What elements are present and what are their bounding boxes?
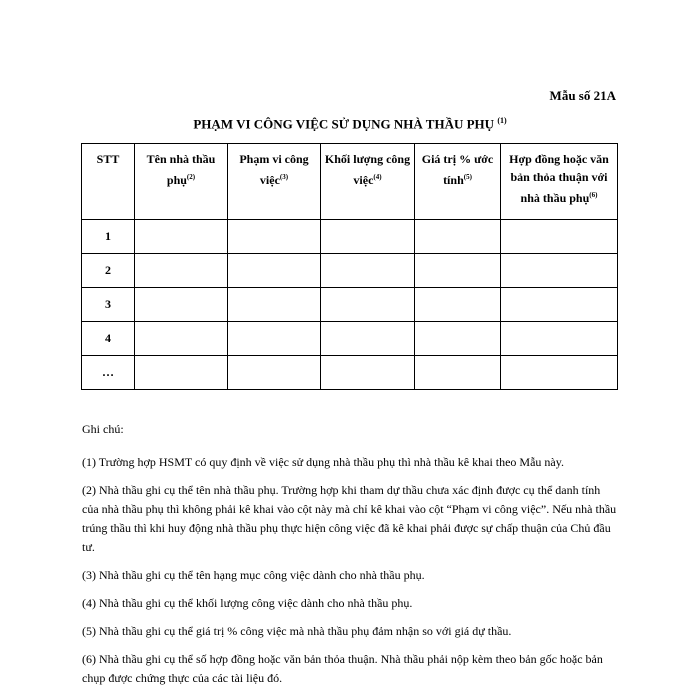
- cell-estimated-value: [415, 288, 501, 322]
- header-stt: STT: [82, 144, 135, 220]
- header-subcontractor-name: Tên nhà thầu phụ$^{(2)}$: [135, 144, 228, 220]
- cell-work-volume: [321, 254, 415, 288]
- cell-contract-agreement: [501, 356, 618, 390]
- row-number: 4: [82, 322, 135, 356]
- cell-estimated-value: [415, 254, 501, 288]
- table-row: [82, 356, 618, 390]
- header-work-volume: Khối lượng công việc$^{(4)}$: [321, 144, 415, 220]
- cell-contract-agreement: [501, 322, 618, 356]
- subcontractor-table: [81, 143, 618, 390]
- cell-subcontractor-name: [135, 288, 228, 322]
- header-contract-agreement: Hợp đồng hoặc văn bản thỏa thuận với nhà thầu phụ$^{(6)}$: [501, 144, 618, 220]
- title-note-ref: (1): [497, 116, 507, 125]
- table-row: [82, 288, 618, 322]
- note-item: (3) Nhà thầu ghi cụ thể tên hạng mục công việc dành cho nhà thầu phụ.: [82, 568, 425, 582]
- cell-subcontractor-name: [135, 322, 228, 356]
- row-number: 3: [82, 288, 135, 322]
- cell-estimated-value: [415, 356, 501, 390]
- note-item: (4) Nhà thầu ghi cụ thể khối lượng công việc dành cho nhà thầu phụ.: [82, 596, 413, 610]
- cell-estimated-value: [415, 322, 501, 356]
- cell-subcontractor-name: [135, 356, 228, 390]
- cell-work-scope: [228, 322, 321, 356]
- cell-contract-agreement: [501, 220, 618, 254]
- cell-contract-agreement: [501, 288, 618, 322]
- notes-heading: Ghi chú:: [82, 422, 124, 436]
- row-number: 2: [82, 254, 135, 288]
- notes-section: [82, 420, 618, 697]
- cell-work-volume: [321, 322, 415, 356]
- cell-estimated-value: [415, 220, 501, 254]
- cell-work-volume: [321, 288, 415, 322]
- note-item: (6) Nhà thầu ghi cụ thể số hợp đồng hoặc văn bản thỏa thuận. Nhà thầu phải nộp kèm theo bản gốc hoặc bản chụp được chứng thực của các tài liệu đó.: [82, 652, 603, 685]
- cell-contract-agreement: [501, 254, 618, 288]
- page-title: [0, 116, 700, 132]
- table-row: [82, 322, 618, 356]
- cell-work-scope: [228, 356, 321, 390]
- header-work-scope: Phạm vi công việc$^{(3)}$: [228, 144, 321, 220]
- table-row: [82, 220, 618, 254]
- note-item: (2) Nhà thầu ghi cụ thể tên nhà thầu phụ. Trường hợp khi tham dự thầu chưa xác định được cụ thể danh tính của nhà thầu phụ thì không phải kê khai vào cột này mà chỉ kê khai vào cột “Phạm vi công việc”. Nếu nhà thầu trúng thầu thì khi huy động nhà thầu phụ thực hiện công việc đã kê khai phải được sự chấp thuận của Chủ đầu tư.: [82, 483, 617, 554]
- form-number: Mẫu số 21A: [549, 88, 616, 103]
- note-item: (1) Trường hợp HSMT có quy định về việc sử dụng nhà thầu phụ thì nhà thầu kê khai theo Mẫu này.: [82, 455, 564, 469]
- page-title-text: PHẠM VI CÔNG VIỆC SỬ DỤNG NHÀ THẦU PHỤ: [193, 116, 495, 132]
- header-estimated-value: Giá trị % ước tính$^{(5)}$: [415, 144, 501, 220]
- cell-subcontractor-name: [135, 254, 228, 288]
- row-number: 1: [82, 220, 135, 254]
- note-item: (5) Nhà thầu ghi cụ thể giá trị % công việc mà nhà thầu phụ đảm nhận so với giá dự thầu.: [82, 624, 512, 638]
- cell-work-volume: [321, 356, 415, 390]
- table-row: [82, 254, 618, 288]
- cell-work-volume: [321, 220, 415, 254]
- row-number: …: [82, 356, 135, 390]
- cell-work-scope: [228, 288, 321, 322]
- cell-work-scope: [228, 220, 321, 254]
- table-header-row: [82, 144, 618, 220]
- cell-work-scope: [228, 254, 321, 288]
- cell-subcontractor-name: [135, 220, 228, 254]
